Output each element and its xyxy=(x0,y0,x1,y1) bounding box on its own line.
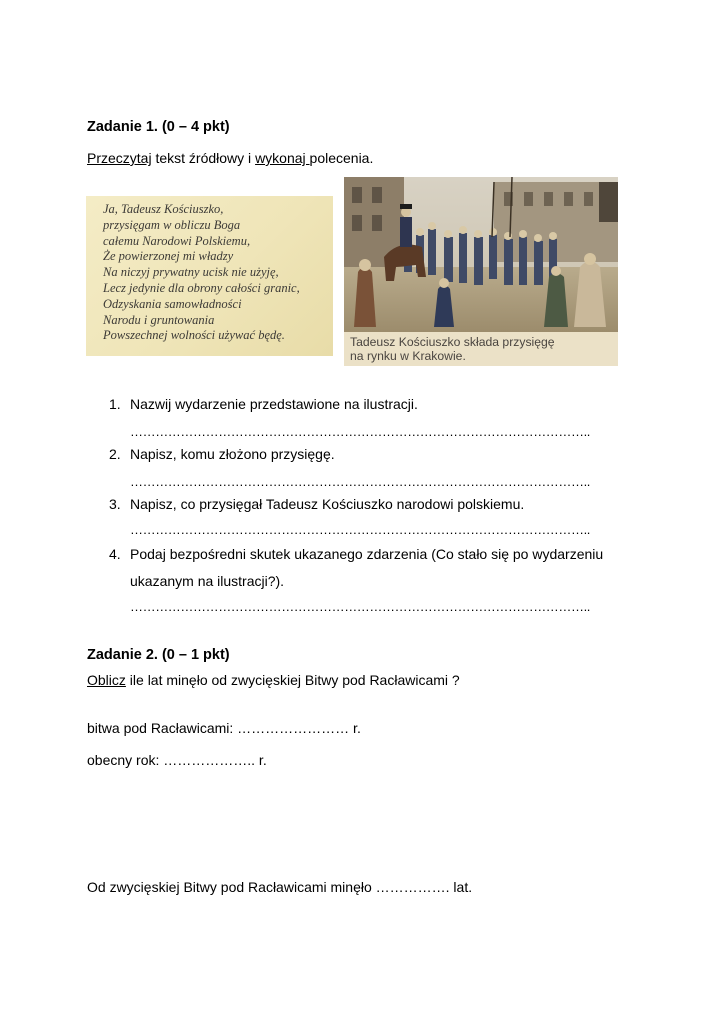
question-4-number: 4. xyxy=(109,546,121,562)
question-4-text-cont: ukazanym na ilustracji?). xyxy=(130,573,285,589)
instruction-middle: tekst źródłowy i xyxy=(151,150,256,166)
result-line[interactable]: Od zwycięskiej Bitwy pod Racławicami minęło ……………. lat. xyxy=(87,879,473,895)
oath-source-text xyxy=(103,202,328,344)
task1-heading: Zadanie 1. (0 – 4 pkt) xyxy=(87,119,230,135)
caption-line: na rynku w Krakowie. xyxy=(350,349,466,363)
oath-line: Ja, Tadeusz Kościuszko, xyxy=(103,202,224,216)
oath-line: Na niczyj prywatny ucisk nie użyję, xyxy=(103,265,279,280)
answer-line-1[interactable]: ……………………………………………………………………………………………….. xyxy=(130,424,591,439)
question-3-text: Napisz, co przysięgał Tadeusz Kościuszko narodowi polskiemu. xyxy=(130,496,525,512)
task2-verb: Oblicz xyxy=(87,672,126,688)
question-2-number: 2. xyxy=(109,446,121,462)
question-1-text: Nazwij wydarzenie przedstawione na ilustracji. xyxy=(130,396,418,412)
task2-question xyxy=(87,672,460,688)
battle-year-line[interactable]: bitwa pod Racławicami: …………………… r. xyxy=(87,720,361,736)
oath-line: Odzyskania samowładności xyxy=(103,296,242,311)
answer-line-3[interactable]: ……………………………………………………………………………………………….. xyxy=(130,522,591,537)
instruction-end: polecenia. xyxy=(309,150,374,166)
illustration-painting xyxy=(344,177,618,332)
caption-line: Tadeusz Kościuszko składa przysięgę xyxy=(350,335,555,349)
oath-line: Powszechnej wolności używać będę. xyxy=(103,328,285,343)
question-1-number: 1. xyxy=(109,396,121,412)
question-2-text: Napisz, komu złożono przysięgę. xyxy=(130,446,335,462)
answer-line-2[interactable]: ……………………………………………………………………………………………….. xyxy=(130,474,591,489)
oath-line: Że powierzonej mi władzy xyxy=(103,249,234,264)
oath-line: całemu Narodowi Polskiemu, xyxy=(103,233,251,248)
oath-line: Lecz jedynie dla obrony całości granic, xyxy=(103,280,300,295)
task2-heading: Zadanie 2. (0 – 1 pkt) xyxy=(87,647,230,663)
oath-line: przysięgam w obliczu Boga xyxy=(103,217,241,232)
task2-question-rest: ile lat minęło od zwycięskiej Bitwy pod Racławicami ? xyxy=(125,672,460,688)
instruction-verb-read: Przeczytaj xyxy=(87,150,152,166)
oath-line: Narodu i gruntowania xyxy=(103,312,215,327)
question-4-text: Podaj bezpośredni skutek ukazanego zdarzenia (Co stało się po wydarzeniu xyxy=(130,546,604,562)
task1-instruction xyxy=(87,150,373,166)
answer-line-4[interactable]: ……………………………………………………………………………………………….. xyxy=(130,599,591,614)
question-3-number: 3. xyxy=(109,496,121,512)
current-year-line[interactable]: obecny rok: ……………….. r. xyxy=(87,752,267,768)
instruction-verb-do: wykonaj xyxy=(255,150,310,166)
illustration-caption xyxy=(350,335,555,363)
